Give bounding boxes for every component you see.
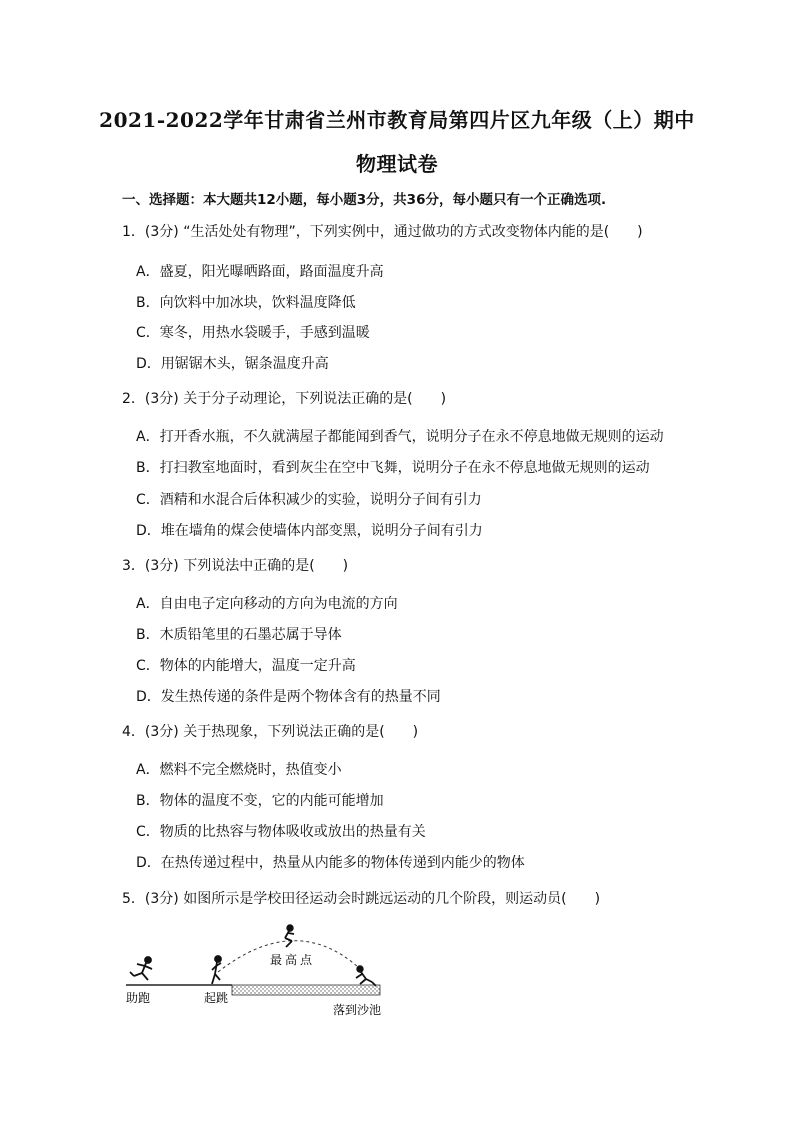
peak-figure [285,925,294,947]
sand-pit [232,985,380,995]
question-2-stem: 2．(3分) 关于分子动理论，下列说法正确的是( ) [122,391,447,407]
question-3-option-b: B．木质铅笔里的石墨芯属于导体 [136,627,342,643]
question-3-stem: 3．(3分) 下列说法中正确的是( ) [122,558,349,574]
question-2-option-a: A．打开香水瓶，不久就满屋子都能闻到香气，说明分子在永不停息地做无规则的运动 [136,429,664,445]
question-2-option-b: B．打扫教室地面时，看到灰尘在空中飞舞，说明分子在永不停息地做无规则的运动 [136,460,650,476]
question-4-option-d: D．在热传递过程中，热量从内能多的物体传递到内能少的物体 [136,855,525,871]
section-heading: 一、选择题：本大题共12小题，每小题3分，共36分，每小题只有一个正确选项. [122,192,607,208]
question-1-option-d: D．用锯锯木头，锯条温度升高 [136,356,329,372]
question-1-option-b: B．向饮料中加冰块，饮料温度降低 [136,295,356,311]
question-1-option-a: A．盛夏，阳光曝晒路面，路面温度升高 [136,264,384,280]
question-5-stem: 5．(3分) 如图所示是学校田径运动会时跳远运动的几个阶段，则运动员( ) [122,891,601,907]
question-3-option-c: C．物体的内能增大，温度一定升高 [136,658,356,674]
landing-figure [356,966,376,986]
label-takeoff: 起跳 [204,991,229,1005]
question-4-stem: 4．(3分) 关于热现象，下列说法正确的是( ) [122,724,419,740]
question-4-option-b: B．物体的温度不变，它的内能可能增加 [136,793,384,809]
exam-title-line2: 物理试卷 [356,152,438,176]
question-4-option-a: A．燃料不完全燃烧时，热值变小 [136,762,342,778]
label-peak: 最高点 [270,953,316,967]
question-2-option-d: D．堆在墙角的煤会使墙体内部变黑，说明分子间有引力 [136,523,483,539]
runner-figure [130,957,152,980]
question-3-option-a: A．自由电子定向移动的方向为电流的方向 [136,596,398,612]
long-jump-figure [120,922,400,1022]
question-1-option-c: C．寒冬，用热水袋暖手，手感到温暖 [136,325,370,341]
exam-title-line1: 2021-2022学年甘肃省兰州市教育局第四片区九年级（上）期中 [99,108,695,132]
question-2-option-c: C．酒精和水混合后体积减少的实验，说明分子间有引力 [136,492,482,508]
label-run: 助跑 [126,991,151,1005]
takeoff-figure [212,956,221,984]
question-4-option-c: C．物质的比热容与物体吸收或放出的热量有关 [136,824,426,840]
question-1-stem: 1．(3分) “生活处处有物理”，下列实例中，通过做功的方式改变物体内能的是( ) [122,224,643,240]
question-3-option-d: D．发生热传递的条件是两个物体含有的热量不同 [136,689,441,705]
label-landing: 落到沙池 [333,1003,382,1017]
